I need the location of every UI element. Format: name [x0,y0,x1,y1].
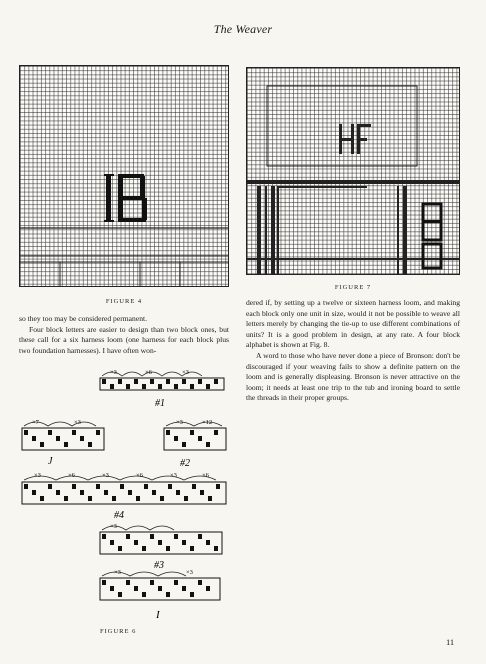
repeat-mark: ×3 [182,369,189,376]
repeat-mark: ×6 [68,472,75,479]
page-number: 11 [446,637,455,647]
left-column-text [19,314,229,356]
figure-4-block-letters [20,66,229,287]
repeat-mark: ×6 [145,369,152,376]
figure-6-caption: FIGURE 6 [100,628,137,635]
right-column-text [246,298,460,404]
draft-label: #3 [154,560,164,571]
repeat-mark: ×3 [74,419,81,426]
repeat-mark: ×3 [34,472,41,479]
figure-6-draft-i [100,569,220,621]
figure-6-draft-wide [22,472,226,521]
left-paragraph-1: so they too may be considered permanent. [19,314,147,323]
draft-label: J [48,456,53,467]
figure-6-draft-3 [100,523,222,571]
repeat-mark: ×3 [110,523,117,530]
repeat-mark: ×3 [114,569,121,576]
figure-7-grid [246,67,460,275]
figure-6-draft-1 [100,369,224,409]
repeat-mark: ×3 [176,419,183,426]
repeat-mark: ×12 [202,419,213,426]
figure-7-block-letters [247,68,460,275]
figure-4-caption: FIGURE 4 [105,298,143,305]
repeat-mark: ×6 [202,472,209,479]
running-head: The Weaver [213,22,273,36]
draft-label: I [156,609,160,621]
right-paragraph-2: A word to those who have never done a piece of Bronson: don't be discouraged if your weaving fails to show a definite pattern on the loom and is generally displeasing. Bronson is never attractive on the loom; it needs at least one trip to the tub and ironing board to settle the threads in their proper groups. [246,350,460,403]
repeat-mark: ×3 [186,569,193,576]
figure-6-draft-j [22,419,104,467]
draft-label: #1 [155,398,165,409]
draft-label: #2 [180,458,190,469]
figure-4-grid [19,65,229,287]
draft-label: #4 [114,510,124,521]
figure-7-caption: FIGURE 7 [334,284,372,291]
figure-6-draft-2 [164,419,226,469]
repeat-mark: ×7 [32,419,39,426]
figure-6-threading-drafts [10,362,240,632]
repeat-mark: ×3 [170,472,177,479]
right-paragraph-1: dered if, by setting up a twelve or sixteen harness loom, and making each block only one unit in size, would it not be possible to weave all letters merely by changing the tie-up to use different combinations of units? It is a good problem in design, at any rate. A four block alphabet is shown at Fig. 8. [246,298,460,350]
repeat-mark: ×3 [102,472,109,479]
left-paragraph-2: Four block letters are easier to design than two block ones, but these call for a six harness loom (one harness for each block plus two foundation harnesses). I have often won- [19,324,229,355]
repeat-mark: ×6 [136,472,143,479]
repeat-mark: ×3 [110,369,117,376]
